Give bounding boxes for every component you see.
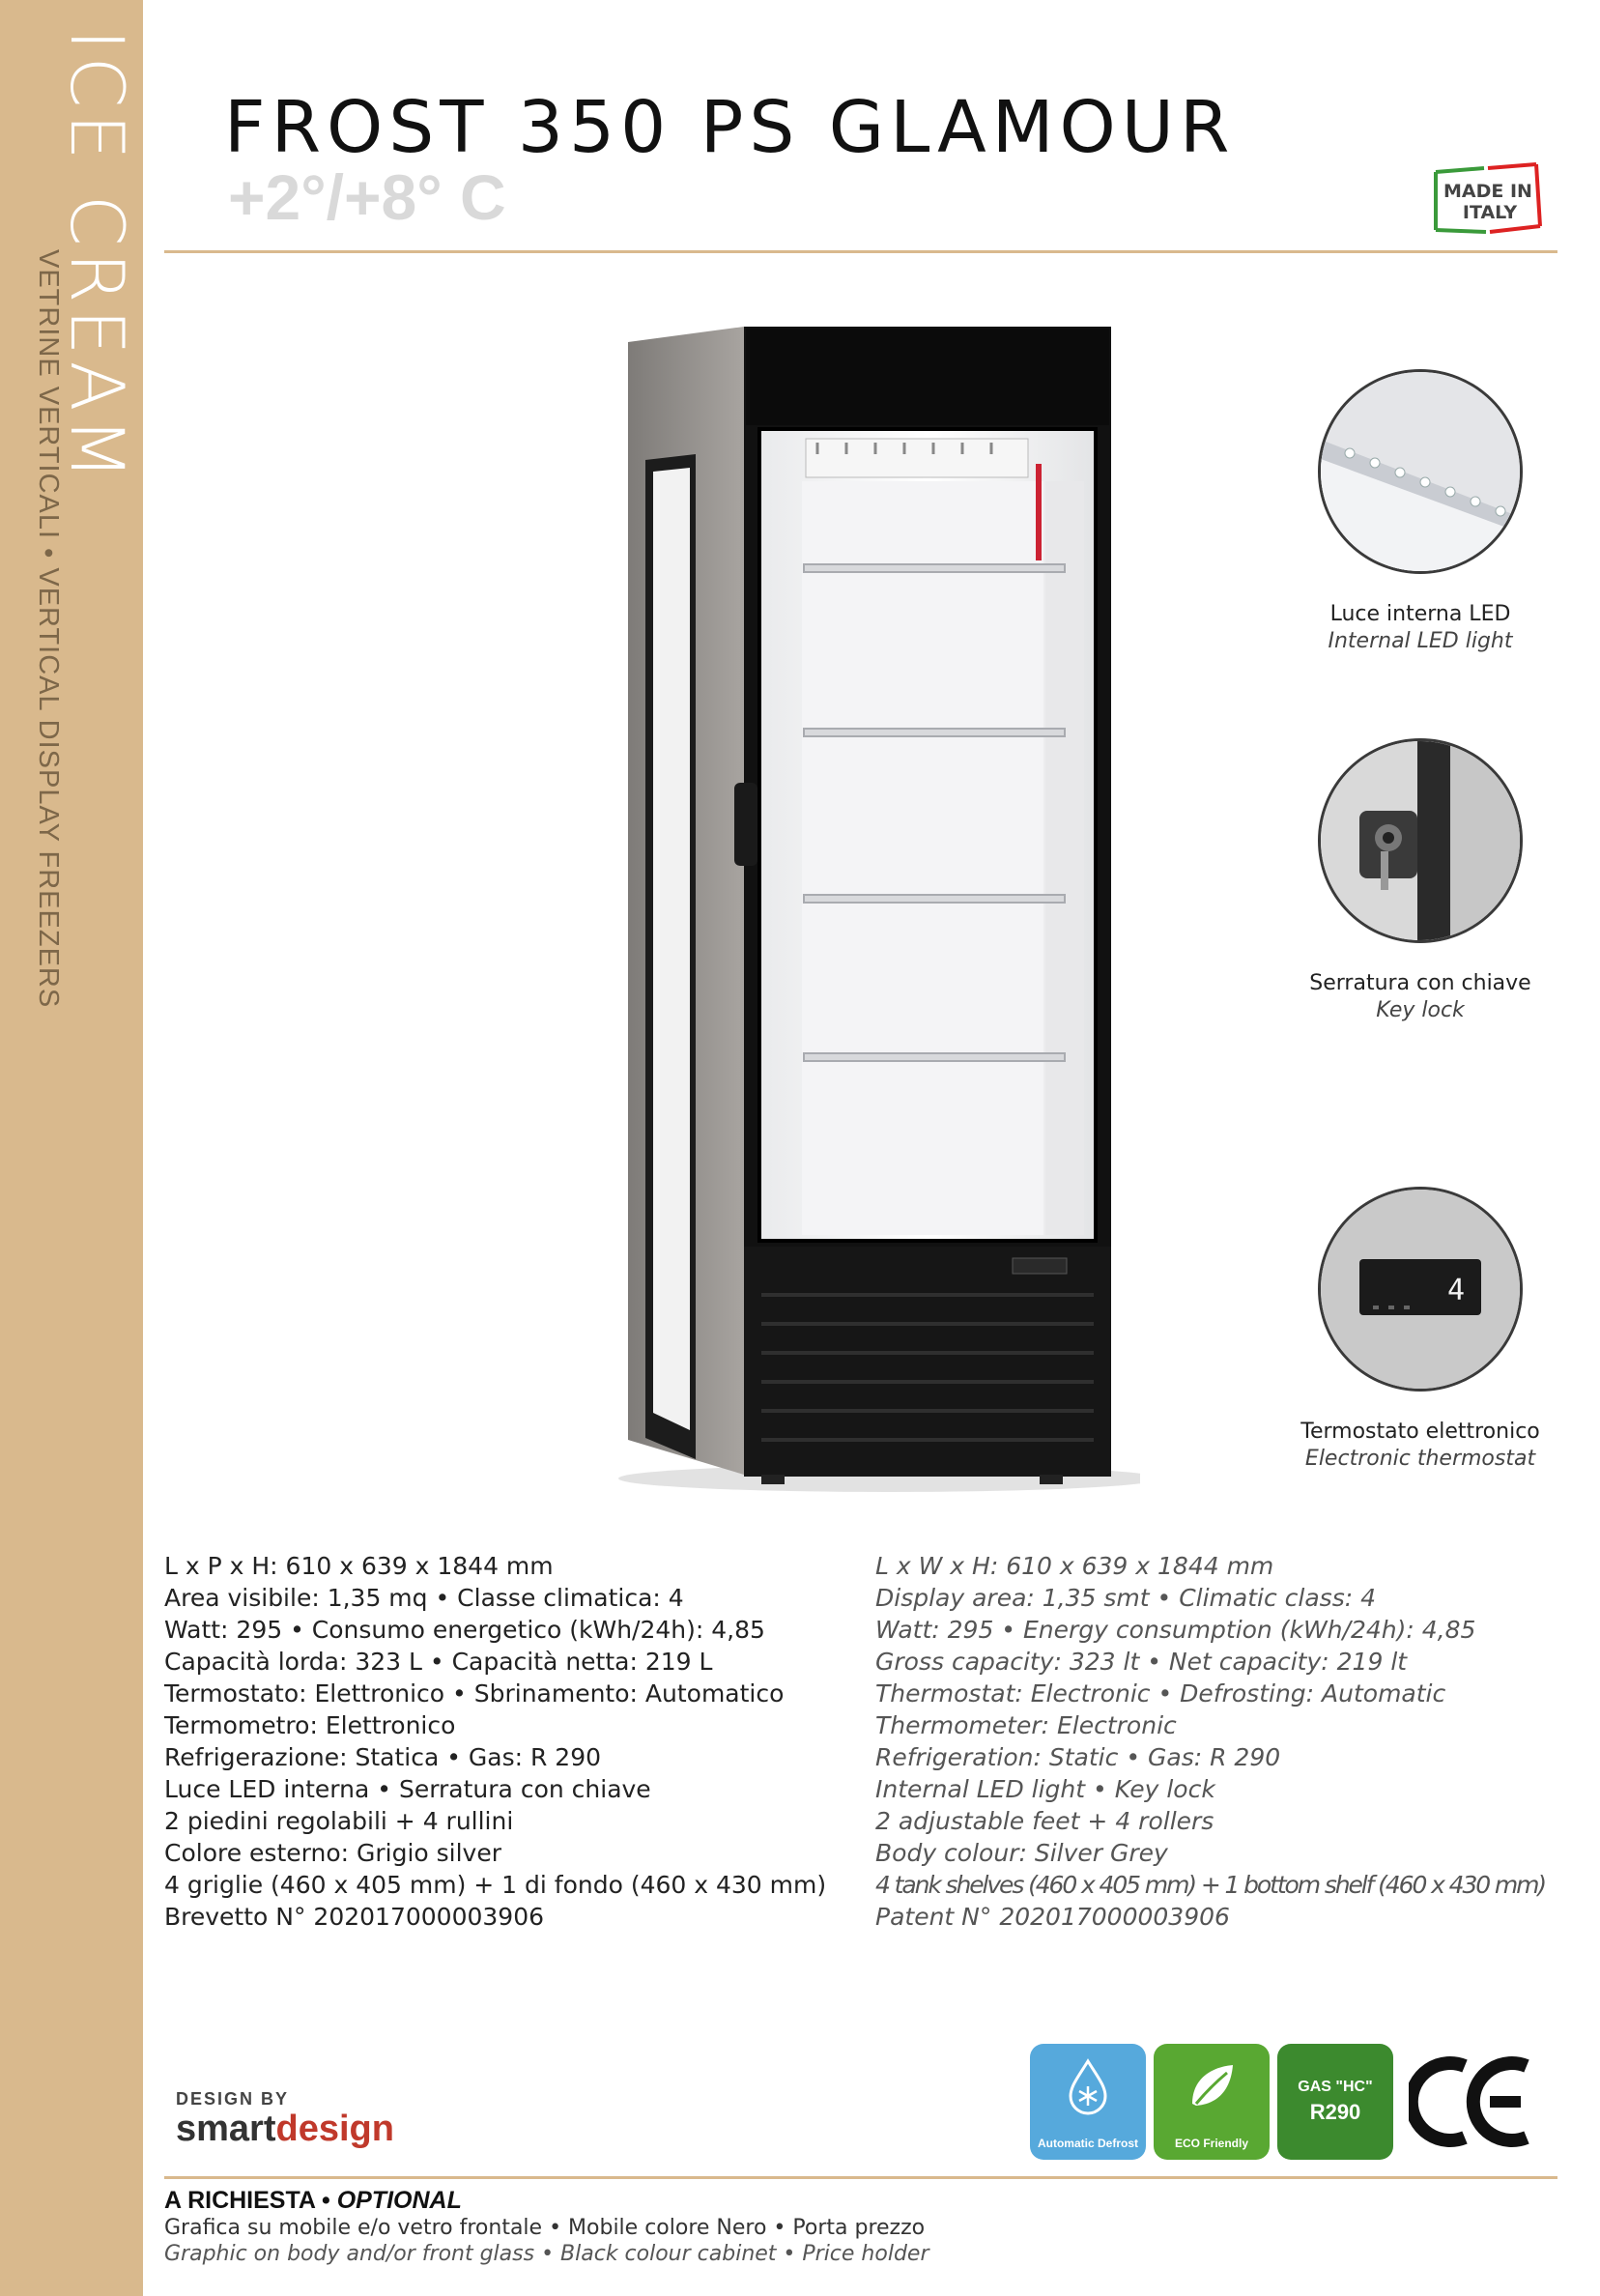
eco-friendly-badge bbox=[1154, 2044, 1270, 2160]
key-lock-photo bbox=[1318, 738, 1523, 943]
spec-line: Body colour: Silver Grey bbox=[875, 1839, 1168, 1867]
optional-heading bbox=[164, 2186, 929, 2215]
spec-line: 4 tank shelves (460 x 405 mm) + 1 bottom shelf (460 x 430 mm) bbox=[875, 1871, 1546, 1899]
feature-led-light bbox=[1295, 369, 1546, 655]
optional-heading-sep: • bbox=[315, 2187, 337, 2214]
feature-thermostat bbox=[1295, 1187, 1546, 1473]
spec-line: Luce LED interna • Serratura con chiave bbox=[164, 1775, 651, 1803]
spec-line: 2 piedini regolabili + 4 rullini bbox=[164, 1807, 514, 1835]
design-by-label: DESIGN BY bbox=[176, 2089, 290, 2109]
gas-r290-badge bbox=[1277, 2044, 1393, 2160]
spec-line: Area visibile: 1,35 mq • Classe climatica: 4 bbox=[164, 1584, 684, 1612]
footer-divider bbox=[164, 2176, 1557, 2179]
certification-badges bbox=[1030, 2043, 1534, 2161]
design-by-logo bbox=[176, 2089, 394, 2148]
spec-line: Refrigeration: Static • Gas: R 290 bbox=[875, 1743, 1281, 1771]
thermostat-photo bbox=[1318, 1187, 1523, 1392]
spec-line: Watt: 295 • Consumo energetico (kWh/24h): 4,85 bbox=[164, 1616, 765, 1644]
made-in-italy-icon bbox=[1428, 162, 1546, 240]
header-divider bbox=[164, 250, 1557, 253]
ce-mark-icon bbox=[1409, 2049, 1534, 2155]
water-drop-snowflake-icon bbox=[1059, 2057, 1117, 2115]
made-in-text: MADE IN bbox=[1443, 181, 1532, 202]
smartdesign-brand bbox=[176, 2109, 394, 2148]
product-image bbox=[599, 319, 1140, 1500]
automatic-defrost-badge bbox=[1030, 2044, 1146, 2160]
feature-led-label-it: Luce interna LED bbox=[1329, 602, 1511, 626]
spec-line: Capacità lorda: 323 L • Capacità netta: 219 L bbox=[164, 1648, 713, 1676]
spec-line: Termostato: Elettronico • Sbrinamento: Automatico bbox=[164, 1679, 785, 1708]
spec-line: Thermometer: Electronic bbox=[875, 1711, 1177, 1739]
eco-text: ECO Friendly bbox=[1174, 2137, 1248, 2150]
ce-mark bbox=[1409, 2049, 1534, 2155]
display-freezer-illustration bbox=[599, 319, 1140, 1500]
spec-line: Watt: 295 • Energy consumption (kWh/24h): 4,85 bbox=[875, 1616, 1476, 1644]
spec-line: Patent N° 202017000003906 bbox=[875, 1903, 1230, 1931]
made-in-italy-seal bbox=[1428, 162, 1546, 240]
thermostat-display-value: 4 bbox=[1446, 1274, 1466, 1307]
led-light-photo bbox=[1318, 369, 1523, 574]
spec-line: Brevetto N° 202017000003906 bbox=[164, 1903, 545, 1931]
spec-line: 2 adjustable feet + 4 rollers bbox=[875, 1807, 1214, 1835]
feature-led-label-en: Internal LED light bbox=[1328, 629, 1513, 653]
sidebar bbox=[0, 0, 143, 2296]
spec-line: Thermostat: Electronic • Defrosting: Automatic bbox=[875, 1679, 1446, 1708]
gas-hc-text: GAS "HC" bbox=[1298, 2079, 1373, 2095]
gas-r290-text: R290 bbox=[1309, 2100, 1361, 2124]
temperature-range: +2°/+8° C bbox=[228, 161, 506, 233]
feature-key-lock bbox=[1295, 738, 1546, 1024]
leaf-icon bbox=[1183, 2057, 1241, 2115]
spec-line: Gross capacity: 323 lt • Net capacity: 219 lt bbox=[875, 1648, 1408, 1676]
spec-line: L x P x H: 610 x 639 x 1844 mm bbox=[164, 1552, 554, 1580]
defrost-text: Automatic Defrost bbox=[1037, 2137, 1138, 2150]
specs-english bbox=[875, 1550, 1545, 1933]
spec-line: Termometro: Elettronico bbox=[164, 1711, 456, 1739]
feature-thermo-label-it: Termostato elettronico bbox=[1300, 1420, 1540, 1444]
italy-text: ITALY bbox=[1462, 202, 1518, 223]
brand-part-design: design bbox=[275, 2109, 394, 2149]
feature-lock-label-en: Key lock bbox=[1376, 998, 1465, 1022]
optional-heading-it: A RICHIESTA bbox=[164, 2187, 316, 2214]
thermostat-icon bbox=[1321, 1190, 1520, 1389]
spec-line: L x W x H: 610 x 639 x 1844 mm bbox=[875, 1552, 1274, 1580]
spec-line: Internal LED light • Key lock bbox=[875, 1775, 1215, 1803]
feature-lock-label-it: Serratura con chiave bbox=[1309, 971, 1531, 995]
key-lock-icon bbox=[1321, 741, 1520, 940]
sidebar-title: ICE CREAM bbox=[54, 29, 140, 487]
page-title: FROST 350 PS GLAMOUR bbox=[224, 86, 1236, 169]
spec-line: Display area: 1,35 smt • Climatic class: 4 bbox=[875, 1584, 1376, 1612]
sidebar-subtitle: VETRINE VERTICALI • VERTICAL DISPLAY FREEZERS bbox=[33, 249, 64, 1009]
optional-line-en: Graphic on body and/or front glass • Black colour cabinet • Price holder bbox=[164, 2242, 929, 2266]
optional-line-it: Grafica su mobile e/o vetro frontale • Mobile colore Nero • Porta prezzo bbox=[164, 2216, 926, 2240]
feature-thermo-label-en: Electronic thermostat bbox=[1304, 1447, 1536, 1471]
optional-section bbox=[164, 2186, 929, 2267]
specs-italian bbox=[164, 1550, 826, 1933]
spec-line: Refrigerazione: Statica • Gas: R 290 bbox=[164, 1743, 602, 1771]
spec-line: Colore esterno: Grigio silver bbox=[164, 1839, 502, 1867]
optional-heading-en: OPTIONAL bbox=[336, 2187, 462, 2214]
brand-part-smart: smart bbox=[176, 2109, 276, 2149]
led-light-icon bbox=[1321, 372, 1520, 571]
spec-line: 4 griglie (460 x 405 mm) + 1 di fondo (460 x 430 mm) bbox=[164, 1871, 827, 1899]
